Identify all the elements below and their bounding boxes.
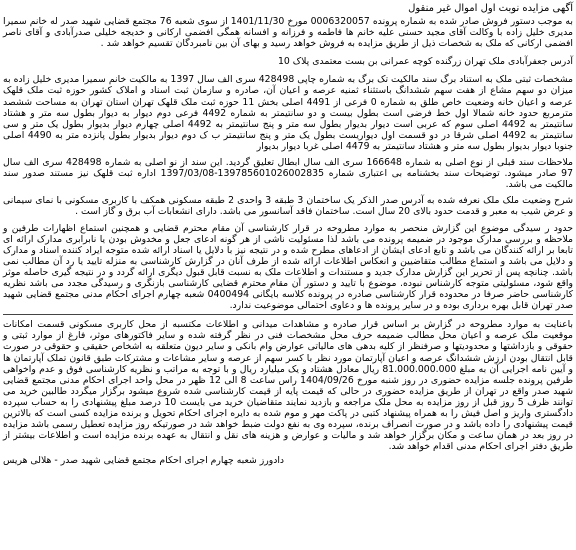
notice-intro: به موجب دستور فروش صادر شده به شماره پرونده 0006320057 مورخ 1401/11/30 از سوی شعبه 76 مجتمع قضایی شهید صدر له خانم سمیرا مدیری خلیل زاده با وکالت آقای مجید حسنی علیه خانم ها فاطمه و فرزانه و افسانه همگی افضمی ارکانی و خدیجه خلیلی صدرآبادی و آقای ناصر افضمی ارکانی که ملک به شخصات ذیل از طریق مزایده به فروش خواهد رسید و بهای آن بین نامبردگان تقسیم خواهد شد . — [3, 16, 574, 50]
registry-details: مشخصات ثبتی ملک به استناد برگ سند مالکیت تک برگ به شماره چاپی 428498 سری الف سال 1397 به مالکیت خانم سمیرا مدیری خلیل زاده به میزان دو سهم مشاع از هفت سهم ششدانگ باستثناء ثمنیه عرصه و اعیان آن، صادره و سازمان ثبت اسناد و املاک کشور حوزه ثبت ملک قلهک عرصه و اعیان خانه وضعیت خاص طلق به شماره 0 فرعی از 4491 اصلی بخش 11 حوزه ثبت ملک قلهک تهران استان تهران به مساحت ششصد مترمربع حدود خانه شمالا اول خط فرضی است بطول بیست و دو سانتیمتر به شماره 4492 فرعی دوم دیوار به دیوار بطول سه متر و هشتاد سانتیمتر به 4492 اصلی سوم که عربی است دیوار بدیوار بطول سه متر و پنج سانتیمتر به 4492 اصلی چهارم دیوار بدیوار بطول یک متر و سی سانتیمتر به 4492 اصلی شرقا در دو قسمت اول دیواریست بطول یک متر و پنج سانتیمتر ب ک دوم دیوار بدیوار بطول پانزده متر به 4490 اصلی جنوبا دیوار بدیوار بطول سه متر و هشتاد سانتیمتر به 4479 اصلی غربا دیوار بدیوار — [3, 74, 574, 152]
property-description: شرح وضعیت ملک ملک نعرفه شده به آدرس صدر الذکر یک ساختمان 3 طبقه 3 واحدی 2 طبقه مسکونی همکف با کاربری مسکونی با نمای سیمانی و عرض شیب به معبر و قدمت حدود بالای 20 سال است. ساختمان فاقد آسانسور می باشد. دارای انشعابات آب برق و گاز است . — [3, 195, 573, 218]
divider — [3, 314, 573, 315]
expert-opinion: حدود ر سیدگی موضوع این گزارش منحصر به موارد مطروحه در قرار کارشناسی آن مقام محترم قضایی و همچنین استماع اظهارات طرفین و ملاحظه و بررسی مدارک موجود در ضمیمه پرونده می باشد لذا مسئولیت ناشی از هر گونه ادعای جعل و مخدوش بودن یا نابرابری مدارک ارائه ای تابعا بر ارائه کنندگان می باشد و تابع ادعای ایشان از ادعاهای مطرح شده و در نتیجه نیز با دلایل یا اسناد ارائه شده متوجه ایراد کننده اسناد و مدارک و دلایل می باشد و استماع مطالب متقاضیین و انعکاس اطلاعات ارائه شده از طرف آنان در گزارش کارشناسی به منزله تایید یا رد آن مطالب نمی باشد. چنانچه پس از تحریر این گزارش مدارک جدید و مستندات و اطلاعات ملک به نسبت قابل قبول دیگری ارائه گردد و در نتیجه گیری حاصله موثر واقع شود، مسئولیتی متوجه کارشناس نبوده. موضوع با تایید و دستور آن مقام محترم قضایی کارشناسی بازنگری و رسیدگی مجدد می باشد نظریه کارشناسی حاضر صرفا در محدوده قرار کارشناسی صادره در پرونده کلاسه بایگانی 0400494 شعبه چهارم اجرای احکام مدنی مجتمع قضایی شهید صدر تهران قابل بهره برداری بوده و در سایر پرونده ها و دعاوی احتمالی موضوعیت ندارد. — [3, 222, 573, 312]
valuation-and-auction-terms: باعنایت به موارد مطروحه در گزارش بر اساس قرار صادره و مشاهدات میدانی و اطلاعات مکتسبه از محل کاربری مسکونی قسمت امکانات موقعیت ملک عرصه و اعیان محل مطالب ضمیمه حرف محل مشخصات فنی در نظر گرفته شده و سایر فاکتورهای موثر، فارغ از موارد ثبتی و حقوقی و بازداشتها و محدودیتها و صرفنظر از کلیه بدهی های مالیاتی عوارض وام بانکی و سایر دیون متعلقه به اشخاص حقیقی و حقوقی در صورت قابل انتقال بودن ارزش ششدانگ عرصه و اعیان آپارتمان مورد نظر با کسر سهم از عرصه و سایر مشاعات و مشترکات طبق قانون تملک آپارتمان ها و آیین نامه اجرایی آن به مبلغ 81.000.000.000 ریال معادل هشتاد و یک میلیارد ریال و با توجه به مراتب و نظریه کارشناسی فوق و عدم واخواهی طرفین پرونده جلسه مزایده حضوری در روز شنبه مورخ 1404/09/26 راس ساعت 8 الی 12 ظهر در محل واحد اجرای احکام مدنی مجتمع قضایی شهید صدر واقع در تهران از طریق مزایده حضوری در حالی که قیمت پایه از قیمت کارشناسی شده شروع میشود برگزار میگردد طالبین خرید می توانند ظرف 5 روز قبل از روز مزایده به محل ملک مراجعه و بازدید نمایند متقاضیان خرید می بایست 10 درصد مبلغ پیشنهادی را به حساب سپرده دادگستری واریز و اصل فیش را به همراه پیشنهاد کتبی در پاکت مهر و موم شده به دایره اجرای احکام تحویل و برنده مزایده کسی است که بالاترین قیمت پیشنهادی را داده باشد و در صورت انصراف برنده، سپرده وی به نفع دولت ضبط خواهد شد در صورتیکه روز مزایده تعطیل رسمی باشد مزایده در روز بعد در همان ساعت و مکان برگزار خواهد شد و مالیات و عوارض و هزینه های نقل و انتقال به عهده برنده مزایده است و اطلاعات بیشتر از طریق دفتر اجرای احکام مدنی اقدام خواهد شد. — [3, 319, 573, 453]
registry-reference: ملاحظات سند قبلی از نوع اصلی به شماره 166648 سری الف سال ابطال تعلیق گردید. این سند از نو اصلی به شماره 428498 سری الف سال 97 صادر میشود. توضیحات سند بخشنامه بی اعتباری شماره 139785601026002835-1397/03/08 اداره ثبت قلهک نیز مستند صدور سند مالکیت می باشد. — [3, 157, 574, 191]
notice-title: آگهی مزایده نوبت اول اموال غیر منقول — [408, 3, 573, 14]
signature-line: دادورز شعبه چهارم اجرای احکام مجتمع قضایی شهید صدر - هلالی هریس — [3, 455, 285, 467]
property-address: آدرس جعفرآبادی ملک تهران زرگنده کوچه عمرانی بن بست معتمدی پلاک 10 — [277, 56, 573, 68]
